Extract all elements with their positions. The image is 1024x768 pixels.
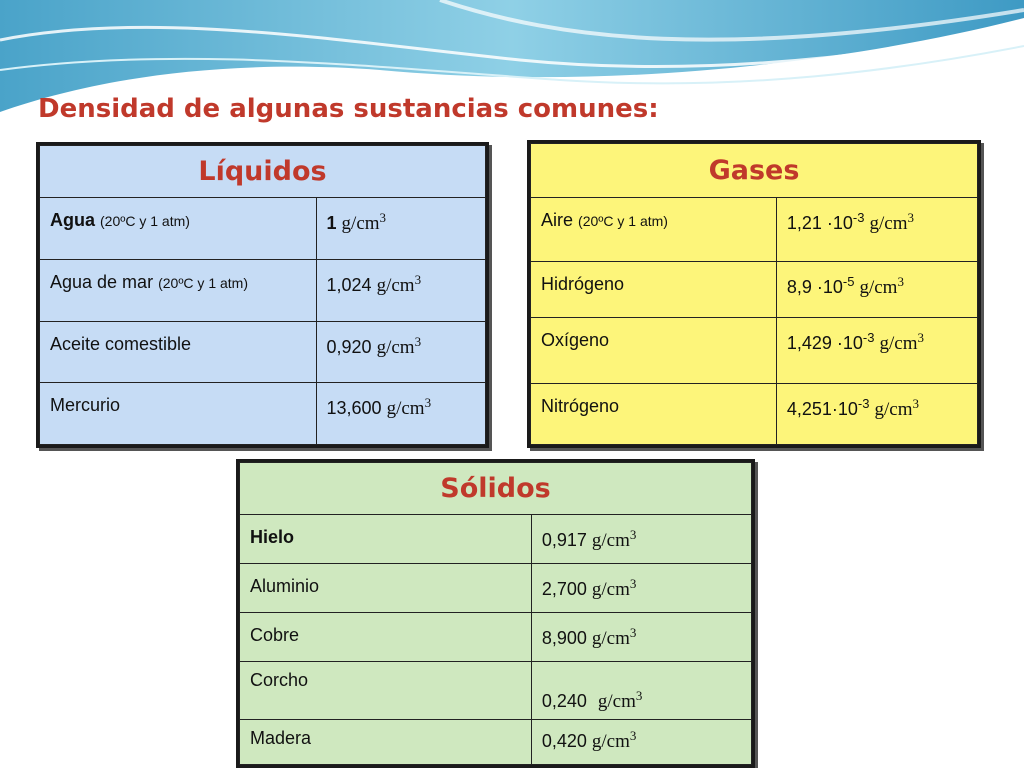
density-unit: g/cm <box>591 628 630 649</box>
density-power: -3 <box>857 396 870 411</box>
density-mantissa: 1,429 ·10 <box>786 333 863 353</box>
table-row <box>40 198 486 260</box>
table-row <box>240 564 752 613</box>
substance-name: Aceite comestible <box>50 333 192 354</box>
page-title: Densidad de algunas sustancias comunes: <box>38 94 659 124</box>
liquids-table <box>36 142 489 448</box>
table-row <box>40 383 486 445</box>
table-row <box>531 384 978 445</box>
unit-exponent: 3 <box>629 576 637 591</box>
table-row <box>240 515 752 564</box>
density-value: 13,600 <box>326 398 382 419</box>
table-row <box>531 262 978 318</box>
substance-name: Aluminio <box>250 576 320 596</box>
table-row <box>40 259 486 321</box>
substance-name: Madera <box>250 728 312 748</box>
table-row <box>240 662 752 720</box>
unit-exponent: 3 <box>912 396 919 411</box>
substance-name: Corcho <box>250 670 309 690</box>
unit-exponent: 3 <box>635 688 643 703</box>
liquids-header: Líquidos <box>40 146 486 198</box>
substance-name: Hidrógeno <box>541 274 625 294</box>
unit-exponent: 3 <box>414 271 422 287</box>
unit-exponent: 3 <box>629 728 637 743</box>
density-unit: g/cm <box>376 274 415 296</box>
gases-table <box>527 140 981 448</box>
density-value: 2,700 <box>541 579 587 599</box>
substance-name: Oxígeno <box>541 330 610 350</box>
density-unit: g/cm <box>869 213 908 234</box>
unit-exponent: 3 <box>907 210 914 225</box>
density-value: 0,420 <box>541 731 587 751</box>
unit-exponent: 3 <box>917 330 924 345</box>
unit-exponent: 3 <box>629 625 637 640</box>
density-value: 0,920 <box>326 336 372 357</box>
unit-exponent: 3 <box>424 395 432 411</box>
table-row <box>531 318 978 384</box>
density-power: -3 <box>852 210 865 225</box>
unit-exponent: 3 <box>379 210 387 225</box>
density-power: -3 <box>862 330 875 345</box>
gases-header: Gases <box>531 144 978 198</box>
table-row <box>240 720 752 765</box>
substance-name: Aire <box>541 210 574 230</box>
density-unit: g/cm <box>597 691 636 712</box>
density-value: 1 <box>326 213 337 233</box>
table-row <box>240 613 752 662</box>
density-unit: g/cm <box>591 731 630 752</box>
substance-name: Agua de mar <box>50 271 154 292</box>
density-unit: g/cm <box>591 579 630 600</box>
unit-exponent: 3 <box>414 333 422 349</box>
density-unit: g/cm <box>874 399 913 420</box>
solids-table <box>236 459 755 768</box>
density-unit: g/cm <box>591 530 630 551</box>
solids-header: Sólidos <box>240 463 752 515</box>
unit-exponent: 3 <box>629 527 637 542</box>
substance-name: Cobre <box>250 625 300 645</box>
substance-name: Hielo <box>250 527 295 547</box>
density-unit: g/cm <box>386 398 425 420</box>
substance-name: Agua <box>50 210 95 230</box>
density-power: -5 <box>842 274 855 289</box>
condition-note: (20ºC y 1 atm) <box>100 213 190 229</box>
condition-note: (20ºC y 1 atm) <box>158 274 248 291</box>
density-value: 0,240 <box>541 691 587 711</box>
density-value: 0,917 <box>541 530 587 550</box>
density-unit: g/cm <box>879 333 918 354</box>
density-mantissa: 8,9 ·10 <box>786 277 843 297</box>
density-mantissa: 1,21 ·10 <box>786 213 853 233</box>
density-unit: g/cm <box>376 336 415 358</box>
condition-note: (20ºC y 1 atm) <box>578 213 668 229</box>
unit-exponent: 3 <box>897 274 904 289</box>
density-value: 1,024 <box>326 274 372 295</box>
table-row <box>531 198 978 262</box>
density-value: 8,900 <box>541 628 587 648</box>
density-unit: g/cm <box>859 277 898 298</box>
substance-name: Mercurio <box>50 395 121 416</box>
density-mantissa: 4,251·10 <box>786 399 858 419</box>
substance-name: Nitrógeno <box>541 396 620 416</box>
density-unit: g/cm <box>341 213 380 234</box>
table-row <box>40 321 486 383</box>
